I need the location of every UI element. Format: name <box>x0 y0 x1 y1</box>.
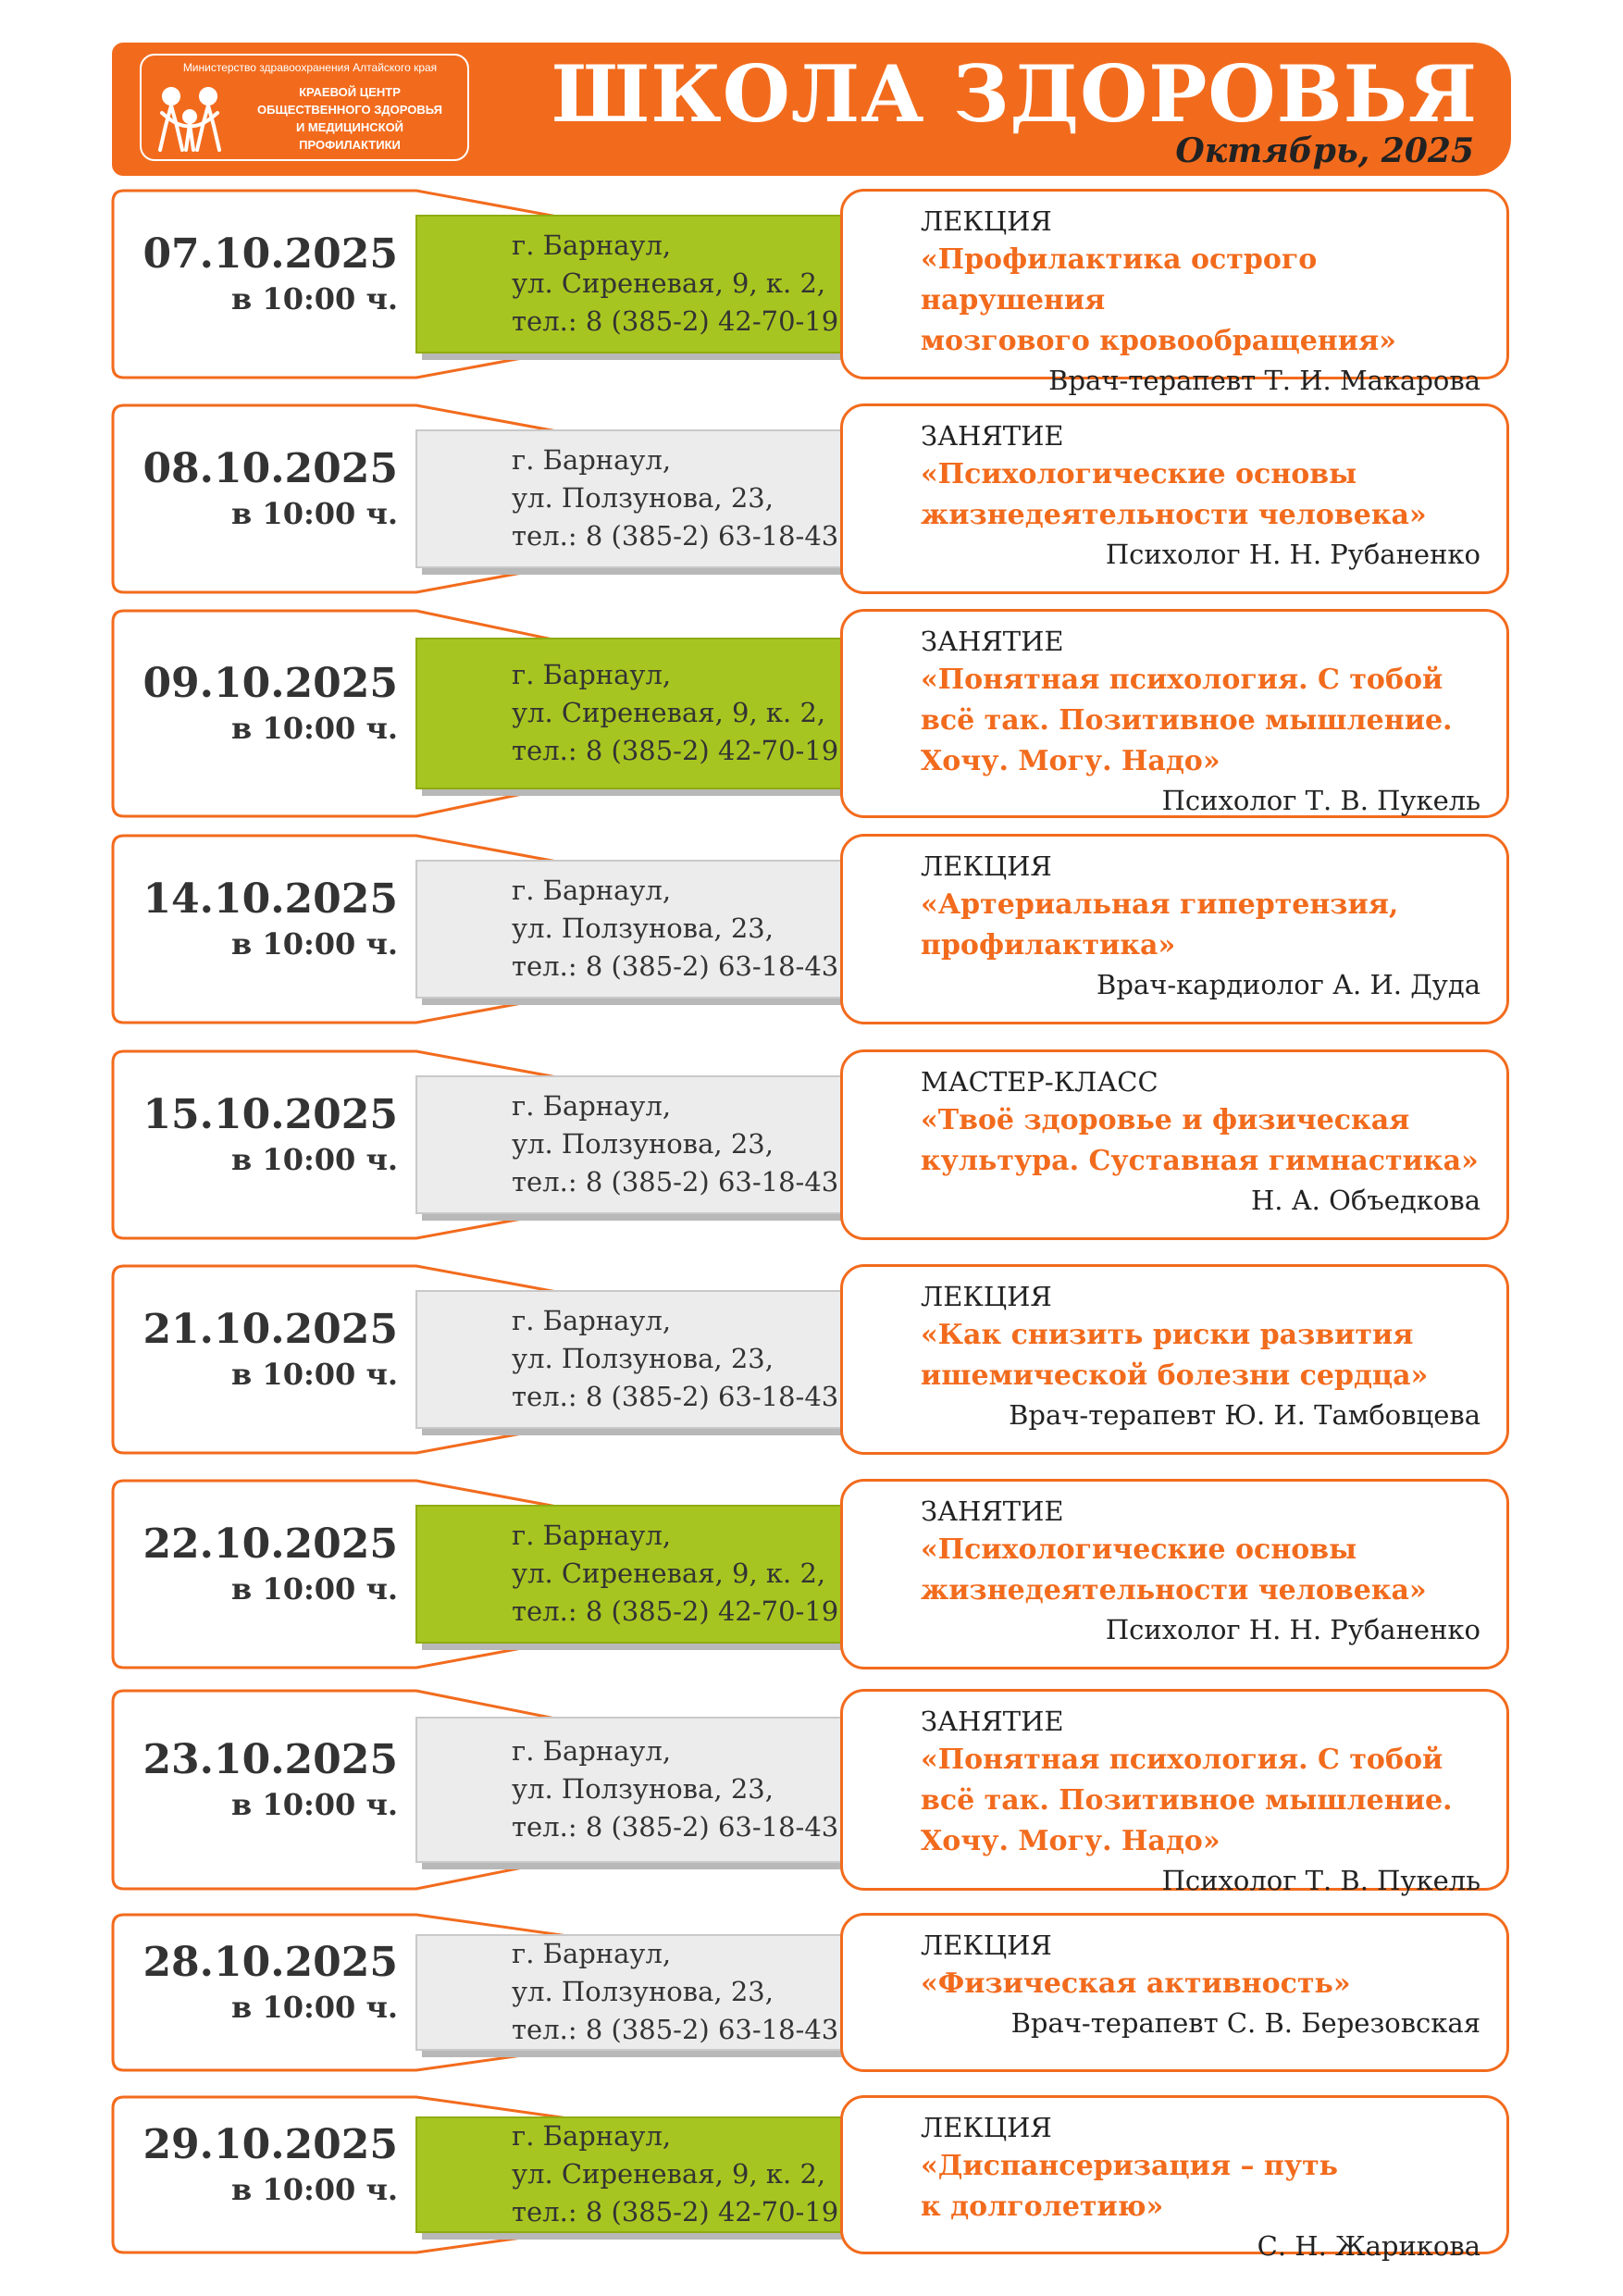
address-line: г. Барнаул, <box>512 444 672 476</box>
address-line: г. Барнаул, <box>512 1305 672 1336</box>
address-line: тел.: 8 (385-2) 63-18-43 <box>512 1811 839 1843</box>
address-line: ул. Сиреневая, 9, к. 2, <box>512 267 826 299</box>
event-type: ЗАНЯТИЕ <box>921 1496 1064 1527</box>
event-speaker: Врач-кардиолог А. И. Дуда <box>1096 969 1481 1000</box>
event-date-block <box>139 445 398 531</box>
event-date: 23.10.2025 <box>142 1736 398 1783</box>
event-info-card <box>840 1264 1509 1455</box>
event-title-line: жизнедеятельности человека» <box>921 499 1427 531</box>
event-title-line: мозгового кровообращения» <box>921 325 1396 357</box>
address-line: тел.: 8 (385-2) 63-18-43 <box>512 1381 839 1412</box>
address-line: ул. Ползунова, 23, <box>512 912 774 944</box>
schedule-row <box>0 1479 1623 1669</box>
address-line: тел.: 8 (385-2) 42-70-19 <box>512 1595 839 1627</box>
page-title: ШКОЛА ЗДОРОВЬЯ <box>551 48 1478 140</box>
event-date-block <box>139 1736 398 1822</box>
event-date: 09.10.2025 <box>142 660 398 707</box>
event-time: в 10:00 ч. <box>231 1990 398 2025</box>
organization-name: КРАЕВОЙ ЦЕНТР ОБЩЕСТВЕННОГО ЗДОРОВЬЯ И МЕДИЦИНСКОЙ ПРОФИЛАКТИКИ <box>257 85 442 152</box>
header-banner <box>112 43 1511 176</box>
event-date-block <box>139 2121 398 2207</box>
schedule-row <box>0 834 1623 1024</box>
event-time: в 10:00 ч. <box>231 711 398 746</box>
event-date: 07.10.2025 <box>142 230 398 278</box>
event-title-line: «Физическая активность» <box>921 1967 1351 2000</box>
event-speaker: Психолог Т. В. Пукель <box>1161 785 1481 816</box>
event-type: ЗАНЯТИЕ <box>921 420 1064 452</box>
event-type: ЛЕКЦИЯ <box>921 1930 1052 1961</box>
address-line: ул. Сиреневая, 9, к. 2, <box>512 1558 826 1589</box>
schedule-row <box>0 1049 1623 1240</box>
address-line: тел.: 8 (385-2) 63-18-43 <box>512 520 839 552</box>
event-title-line: культура. Суставная гимнастика» <box>921 1145 1479 1177</box>
event-time: в 10:00 ч. <box>231 496 398 531</box>
event-date-block <box>139 875 398 962</box>
event-speaker: Психолог Н. Н. Рубаненко <box>1105 1614 1481 1645</box>
event-time: в 10:00 ч. <box>231 1142 398 1177</box>
event-date: 21.10.2025 <box>142 1306 398 1353</box>
event-info-card <box>840 2095 1509 2262</box>
address-line: г. Барнаул, <box>512 2120 672 2152</box>
event-time: в 10:00 ч. <box>231 1357 398 1392</box>
event-time: в 10:00 ч. <box>231 1571 398 1607</box>
event-title-line: «Понятная психология. С тобой <box>921 1744 1443 1776</box>
event-info-card <box>840 834 1509 1024</box>
event-date: 14.10.2025 <box>142 875 398 923</box>
event-type: ЗАНЯТИЕ <box>921 626 1064 657</box>
organization-logo-block <box>140 54 469 161</box>
event-info-card <box>840 1689 1509 1896</box>
event-speaker: Психолог Н. Н. Рубаненко <box>1105 539 1481 570</box>
schedule-row <box>0 1689 1623 1896</box>
event-info-card <box>840 1049 1509 1240</box>
address-line: г. Барнаул, <box>512 1735 672 1767</box>
event-address <box>512 656 838 770</box>
schedule-row <box>0 1913 1623 2072</box>
event-title-line: ишемической болезни сердца» <box>921 1359 1429 1392</box>
event-title-line: к долголетию» <box>921 2191 1164 2223</box>
event-date-block <box>139 1520 398 1607</box>
event-title-line: всё так. Позитивное мышление. <box>921 1784 1453 1817</box>
address-line: г. Барнаул, <box>512 659 672 690</box>
event-type: ЛЕКЦИЯ <box>921 205 1052 237</box>
ministry-name: Министерство здравоохранения Алтайского края <box>182 61 438 74</box>
event-date: 29.10.2025 <box>142 2121 398 2168</box>
event-title-line: «Как снизить риски развития <box>921 1319 1414 1351</box>
event-title-line: всё так. Позитивное мышление. <box>921 704 1453 737</box>
address-line: тел.: 8 (385-2) 63-18-43 <box>512 950 839 982</box>
event-info-card <box>840 189 1509 396</box>
event-info-card <box>840 1479 1509 1669</box>
event-info-card <box>840 403 1509 594</box>
event-title-line: «Диспансеризация – путь <box>921 2150 1339 2182</box>
event-date: 08.10.2025 <box>142 445 398 492</box>
event-info-card <box>840 609 1509 818</box>
event-title-line: Хочу. Могу. Надо» <box>921 745 1220 777</box>
event-time: в 10:00 ч. <box>231 281 398 316</box>
event-address <box>512 441 838 555</box>
event-address <box>512 1517 838 1631</box>
event-address <box>512 872 838 986</box>
event-speaker: Врач-терапевт Т. И. Макарова <box>1048 365 1481 396</box>
event-address <box>512 1732 838 1846</box>
event-address <box>512 1935 838 2049</box>
event-speaker: Врач-терапевт Ю. И. Тамбовцева <box>1009 1399 1481 1431</box>
address-line: тел.: 8 (385-2) 42-70-19 <box>512 305 839 337</box>
address-line: ул. Ползунова, 23, <box>512 1343 774 1374</box>
address-line: тел.: 8 (385-2) 42-70-19 <box>512 735 839 766</box>
event-title-line: «Профилактика острого нарушения <box>921 243 1318 316</box>
event-date-block <box>139 660 398 746</box>
schedule-row <box>0 189 1623 396</box>
schedule-row <box>0 2095 1623 2262</box>
address-line: г. Барнаул, <box>512 230 672 261</box>
event-date-block <box>139 1939 398 2025</box>
event-type: МАСТЕР-КЛАСС <box>921 1066 1158 1098</box>
event-date: 28.10.2025 <box>142 1939 398 1986</box>
schedule-row <box>0 1264 1623 1455</box>
event-address <box>512 1087 838 1201</box>
month-subtitle: Октябрь, 2025 <box>1175 131 1474 170</box>
event-title-line: «Твоё здоровье и физическая <box>921 1104 1410 1136</box>
event-type: ЛЕКЦИЯ <box>921 850 1052 882</box>
event-type: ЛЕКЦИЯ <box>921 1281 1052 1312</box>
event-time: в 10:00 ч. <box>231 926 398 962</box>
event-type: ЛЕКЦИЯ <box>921 2112 1052 2143</box>
event-date-block <box>139 230 398 316</box>
address-line: ул. Ползунова, 23, <box>512 1128 774 1160</box>
address-line: ул. Ползунова, 23, <box>512 1976 774 2007</box>
event-title-line: профилактика» <box>921 929 1176 962</box>
event-date-block <box>139 1306 398 1392</box>
event-date: 22.10.2025 <box>142 1520 398 1568</box>
event-speaker: Н. А. Объедкова <box>1250 1185 1481 1216</box>
event-type: ЗАНЯТИЕ <box>921 1706 1064 1737</box>
address-line: г. Барнаул, <box>512 1090 672 1122</box>
event-info-card <box>840 1913 1509 2072</box>
family-logo-icon <box>151 85 230 154</box>
address-line: ул. Сиреневая, 9, к. 2, <box>512 697 826 728</box>
address-line: г. Барнаул, <box>512 875 672 906</box>
event-time: в 10:00 ч. <box>231 1787 398 1822</box>
event-title-line: «Психологические основы <box>921 1533 1357 1566</box>
event-title-line: Хочу. Могу. Надо» <box>921 1825 1220 1857</box>
address-line: г. Барнаул, <box>512 1938 672 1969</box>
address-line: тел.: 8 (385-2) 63-18-43 <box>512 1166 839 1198</box>
address-line: тел.: 8 (385-2) 63-18-43 <box>512 2014 839 2045</box>
event-address <box>512 1302 838 1416</box>
event-title-line: жизнедеятельности человека» <box>921 1574 1427 1607</box>
address-line: ул. Сиреневая, 9, к. 2, <box>512 2158 826 2190</box>
schedule-row <box>0 609 1623 818</box>
event-speaker: Психолог Т. В. Пукель <box>1161 1865 1481 1896</box>
event-time: в 10:00 ч. <box>231 2172 398 2207</box>
event-title-line: «Артериальная гипертензия, <box>921 888 1399 921</box>
event-speaker: Врач-терапевт С. В. Березовская <box>1010 2007 1481 2039</box>
address-line: ул. Ползунова, 23, <box>512 482 774 514</box>
event-speaker: С. Н. Жарикова <box>1257 2230 1481 2262</box>
event-address <box>512 227 838 341</box>
address-line: тел.: 8 (385-2) 42-70-19 <box>512 2196 839 2228</box>
address-line: ул. Ползунова, 23, <box>512 1773 774 1805</box>
schedule-row <box>0 403 1623 594</box>
event-title-line: «Понятная психология. С тобой <box>921 664 1443 696</box>
event-date-block <box>139 1091 398 1177</box>
event-date: 15.10.2025 <box>142 1091 398 1138</box>
event-title-line: «Психологические основы <box>921 458 1357 490</box>
address-line: г. Барнаул, <box>512 1520 672 1551</box>
event-address <box>512 2117 838 2231</box>
